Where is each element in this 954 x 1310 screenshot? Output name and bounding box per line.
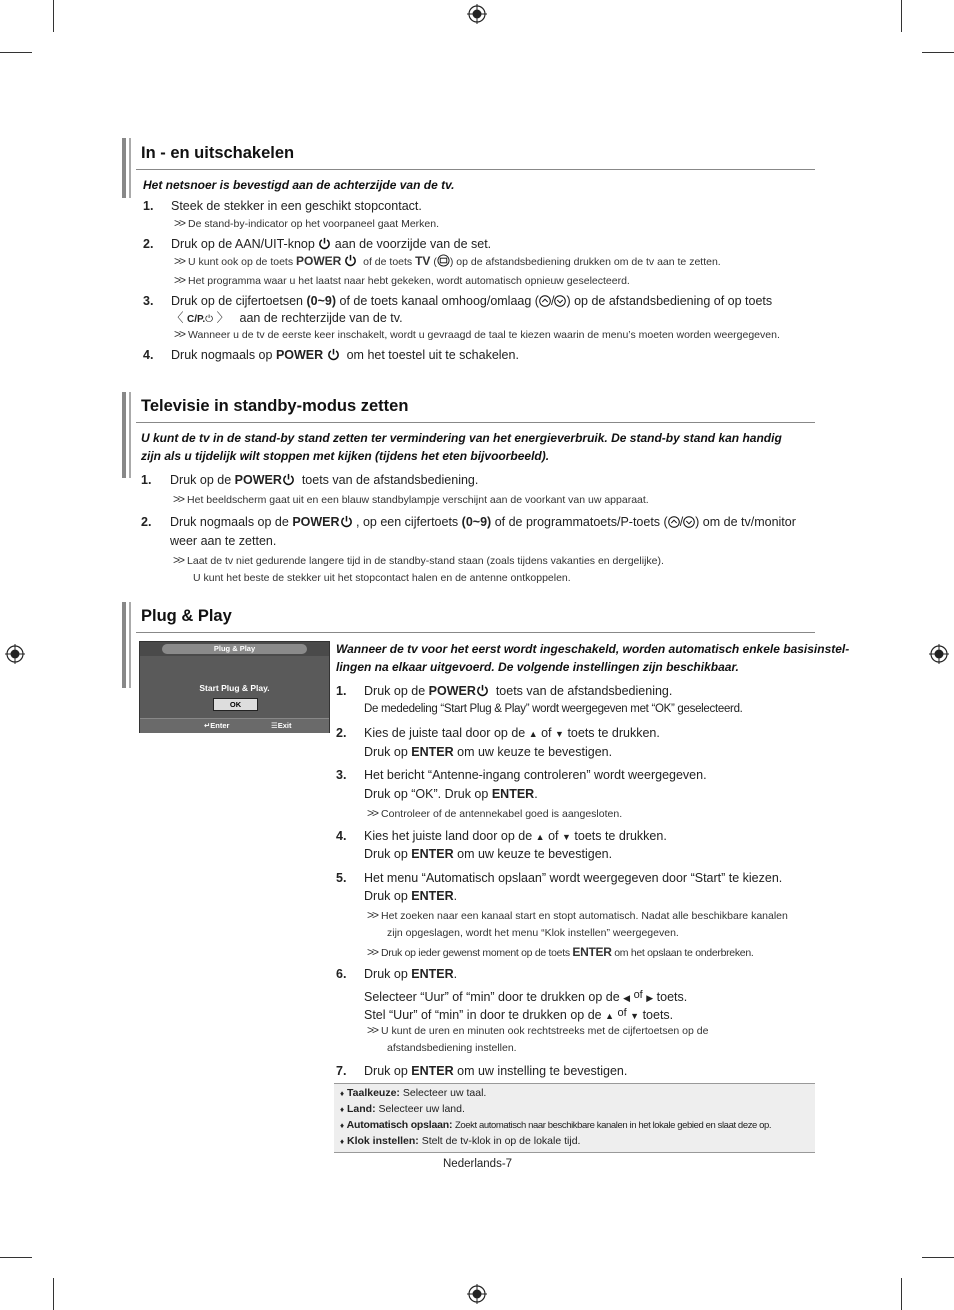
step-number: 2. [143, 237, 154, 251]
step-text: Druk op ENTER om uw instelling te bevestigen. [364, 1064, 628, 1078]
section-bar [129, 138, 131, 198]
note-arrow-icon: >> [367, 1023, 378, 1037]
step-note: >> U kunt ook op de toets POWER of de toets TV ( ) op de afstandsbediening drukken om de tv aan te zetten. [174, 254, 721, 268]
step-note: U kunt het beste de stekker uit het stopcontact halen en de antenne ontkoppelen. [193, 572, 571, 584]
step-number: 7. [336, 1064, 347, 1078]
step-note: >> Controleer of de antennekabel goed is aangesloten. [367, 806, 623, 820]
section-rule [136, 632, 815, 633]
bullet-diamond-icon: ♦ [340, 1137, 345, 1146]
note-arrow-icon: >> [367, 908, 378, 922]
step-number: 4. [336, 829, 347, 843]
summary-box [334, 1083, 815, 1153]
section-intro: lingen na elkaar uitgevoerd. De volgende instellingen zijn beschikbaar. [336, 660, 739, 674]
triangle-left-icon: ◀ [623, 993, 631, 1003]
step-note: >> De stand-by-indicator op het voorpaneel gaat Merken. [174, 216, 439, 230]
registration-mark-icon [467, 4, 487, 24]
bullet-diamond-icon: ♦ [340, 1089, 345, 1098]
step-text: Selecteer “Uur” of “min” door te drukken op de ◀ of ▶ toets. [364, 989, 688, 1004]
step-note: zijn opgeslagen, wordt het menu “Klok instellen” weergegeven. [387, 927, 679, 939]
section-bar [122, 138, 126, 198]
section-rule [136, 422, 815, 423]
crop-mark [901, 0, 902, 32]
power-icon [476, 684, 489, 697]
step-number: 3. [336, 768, 347, 782]
step-note: afstandsbediening instellen. [387, 1042, 517, 1054]
channel-up-down-icon [683, 516, 695, 528]
crop-mark [922, 1257, 954, 1258]
note-arrow-icon: >> [173, 492, 184, 506]
crop-mark [53, 1278, 54, 1310]
note-arrow-icon: >> [174, 327, 185, 341]
section-title: Plug & Play [141, 607, 232, 625]
crop-mark [53, 0, 54, 32]
step-number: 2. [141, 515, 152, 529]
crop-mark [0, 52, 32, 53]
section-rule [136, 169, 815, 170]
channel-up-down-icon [554, 295, 566, 307]
crop-mark [0, 1257, 32, 1258]
step-text: Druk op ENTER. [364, 967, 458, 981]
triangle-up-icon: ▲ [528, 729, 538, 739]
section-intro: Het netsnoer is bevestigd aan de achterzijde van de tv. [143, 178, 455, 192]
step-text: Druk nogmaals op POWER om het toestel uit te schakelen. [171, 348, 519, 362]
osd-ok-button[interactable]: OK [213, 698, 258, 711]
bullet-diamond-icon: ♦ [340, 1121, 344, 1130]
bullet-diamond-icon: ♦ [340, 1105, 345, 1114]
step-note: >> Het zoeken naar een kanaal start en stopt automatisch. Nadat alle beschikbare kanalen [367, 908, 788, 922]
power-icon: ⏻ [205, 314, 214, 325]
step-note: >> U kunt de uren en minuten ook rechtstreeks met de cijfertoetsen op de [367, 1023, 709, 1037]
osd-title: Plug & Play [162, 644, 307, 654]
power-icon [340, 515, 353, 528]
step-text: Stel “Uur” of “min” in door te drukken op de ▲ of ▼ toets. [364, 1007, 674, 1022]
note-arrow-icon: >> [367, 806, 378, 820]
section-bar [129, 392, 131, 478]
step-text: Druk nogmaals op de POWER , op een cijfertoets (0~9) of de programmatoets/P-toets ( / ) om de tv/monitor [170, 515, 796, 529]
section-title: Televisie in standby-modus zetten [141, 397, 409, 415]
summary-row: ♦ Land: Selecteer uw land. [340, 1103, 465, 1115]
step-text: weer aan te zetten. [170, 534, 277, 548]
section-bar [122, 602, 126, 688]
crop-mark [922, 52, 954, 53]
channel-up-down-icon [539, 295, 551, 307]
osd-header-bar [140, 642, 329, 656]
step-number: 1. [143, 199, 154, 213]
step-text: Druk op de POWER toets van de afstandsbediening. [364, 684, 673, 698]
note-arrow-icon: >> [174, 273, 185, 287]
note-arrow-icon: >> [174, 216, 185, 230]
tv-icon [437, 254, 450, 267]
step-number: 1. [336, 684, 347, 698]
step-text: Druk op de AAN/UIT-knop aan de voorzijde van de set. [171, 237, 492, 251]
step-note: >> Wanneer u de tv de eerste keer inschakelt, wordt u gevraagd de taal te kiezen waarin de menu’s moeten worden weergegeven. [174, 327, 780, 341]
triangle-down-icon: ▼ [630, 1011, 640, 1021]
step-text: De mededeling “Start Plug & Play” wordt weergegeven met “OK” geselecteerd. [364, 703, 743, 715]
triangle-left-icon: 〈 [171, 311, 184, 325]
step-text: Het menu “Automatisch opslaan” wordt weergegeven door “Start” te kiezen. [364, 871, 783, 885]
registration-mark-icon [467, 1284, 487, 1304]
step-text: Druk op ENTER om uw keuze te bevestigen. [364, 745, 613, 759]
section-bar [122, 392, 126, 478]
step-note: >> Het beeldscherm gaat uit en een blauw standbylampje verschijnt aan de voorkant van uw apparaat. [173, 492, 649, 506]
section-intro: zijn als u tijdelijk wilt stoppen met kijken (tijdens het eten bijvoorbeeld). [141, 449, 550, 463]
step-note: >> Laat de tv niet gedurende langere tijd in de standby-stand staan (zoals tijdens vakanties en dergelijke). [173, 553, 664, 567]
step-number: 6. [336, 967, 347, 981]
enter-icon: ↵ [204, 721, 211, 730]
triangle-right-icon: 〉 [216, 311, 230, 325]
triangle-up-icon: ▲ [535, 832, 545, 842]
power-icon [327, 348, 340, 361]
step-number: 2. [336, 726, 347, 740]
triangle-down-icon: ▼ [555, 729, 564, 739]
triangle-down-icon: ▼ [561, 832, 571, 842]
summary-row: ♦ Taalkeuze: Selecteer uw taal. [340, 1087, 487, 1099]
power-icon [318, 237, 331, 250]
step-text: Kies het juiste land door op de ▲ of ▼ toets te drukken. [364, 829, 667, 843]
crop-mark [901, 1278, 902, 1310]
page-footer: Nederlands-7 [443, 1158, 513, 1170]
step-text: Het bericht “Antenne-ingang controleren” wordt weergegeven. [364, 768, 707, 782]
step-number: 4. [143, 348, 154, 362]
step-text: 〈 C/P.⏻ 〉 aan de rechterzijde van de tv. [171, 311, 403, 325]
registration-mark-icon [5, 644, 25, 664]
step-note: >> Druk op ieder gewenst moment op de toets ENTER om het opslaan te onderbreken. [367, 945, 754, 959]
note-arrow-icon: >> [174, 254, 185, 268]
step-number: 5. [336, 871, 347, 885]
step-text: Druk op “OK”. Druk op ENTER. [364, 787, 538, 801]
section-intro: Wanneer de tv voor het eerst wordt ingeschakeld, worden automatisch enkele basisinstel- [336, 642, 850, 656]
step-text: Kies de juiste taal door op de ▲ of ▼ toets te drukken. [364, 726, 660, 740]
section-title: In - en uitschakelen [141, 144, 295, 162]
triangle-up-icon: ▲ [605, 1011, 615, 1021]
exit-icon: ☰ [271, 721, 278, 730]
power-icon [344, 254, 357, 267]
osd-enter: ↵Enter [204, 721, 230, 730]
summary-row: ♦ Automatisch opslaan: Zoekt automatisch naar beschikbare kanalen in het lokale gebied en slaat deze op. [340, 1119, 772, 1131]
step-note: >> Het programma waar u het laatst naar hebt gekeken, wordt automatisch opnieuw geselecteerd. [174, 273, 630, 287]
channel-up-down-icon [668, 516, 680, 528]
step-number: 1. [141, 473, 152, 487]
registration-mark-icon [929, 644, 949, 664]
note-arrow-icon: >> [367, 945, 378, 959]
power-icon [282, 473, 295, 486]
summary-row: ♦ Klok instellen: Stelt de tv-klok in op de lokale tijd. [340, 1135, 581, 1147]
section-bar [129, 602, 131, 688]
step-text: Druk op de cijfertoetsen (0~9) of de toets kanaal omhoog/omlaag ( / ) op de afstandsbediening of op toets [171, 294, 773, 308]
osd-label: Start Plug & Play. [199, 683, 270, 693]
step-number: 3. [143, 294, 154, 308]
step-text: Steek de stekker in een geschikt stopcontact. [171, 199, 422, 213]
step-text: Druk op ENTER om uw keuze te bevestigen. [364, 847, 613, 861]
step-text: Druk op ENTER. [364, 889, 458, 903]
step-text: Druk op de POWER toets van de afstandsbediening. [170, 473, 479, 487]
note-arrow-icon: >> [173, 553, 184, 567]
plug-and-play-osd [139, 641, 330, 733]
osd-exit: ☰Exit [271, 721, 292, 730]
section-intro: U kunt de tv in de stand-by stand zetten ter vermindering van het energieverbruik. De stand-by stand kan handig [141, 431, 782, 445]
osd-footer-bar [140, 718, 329, 733]
triangle-right-icon: ▶ [646, 993, 654, 1003]
